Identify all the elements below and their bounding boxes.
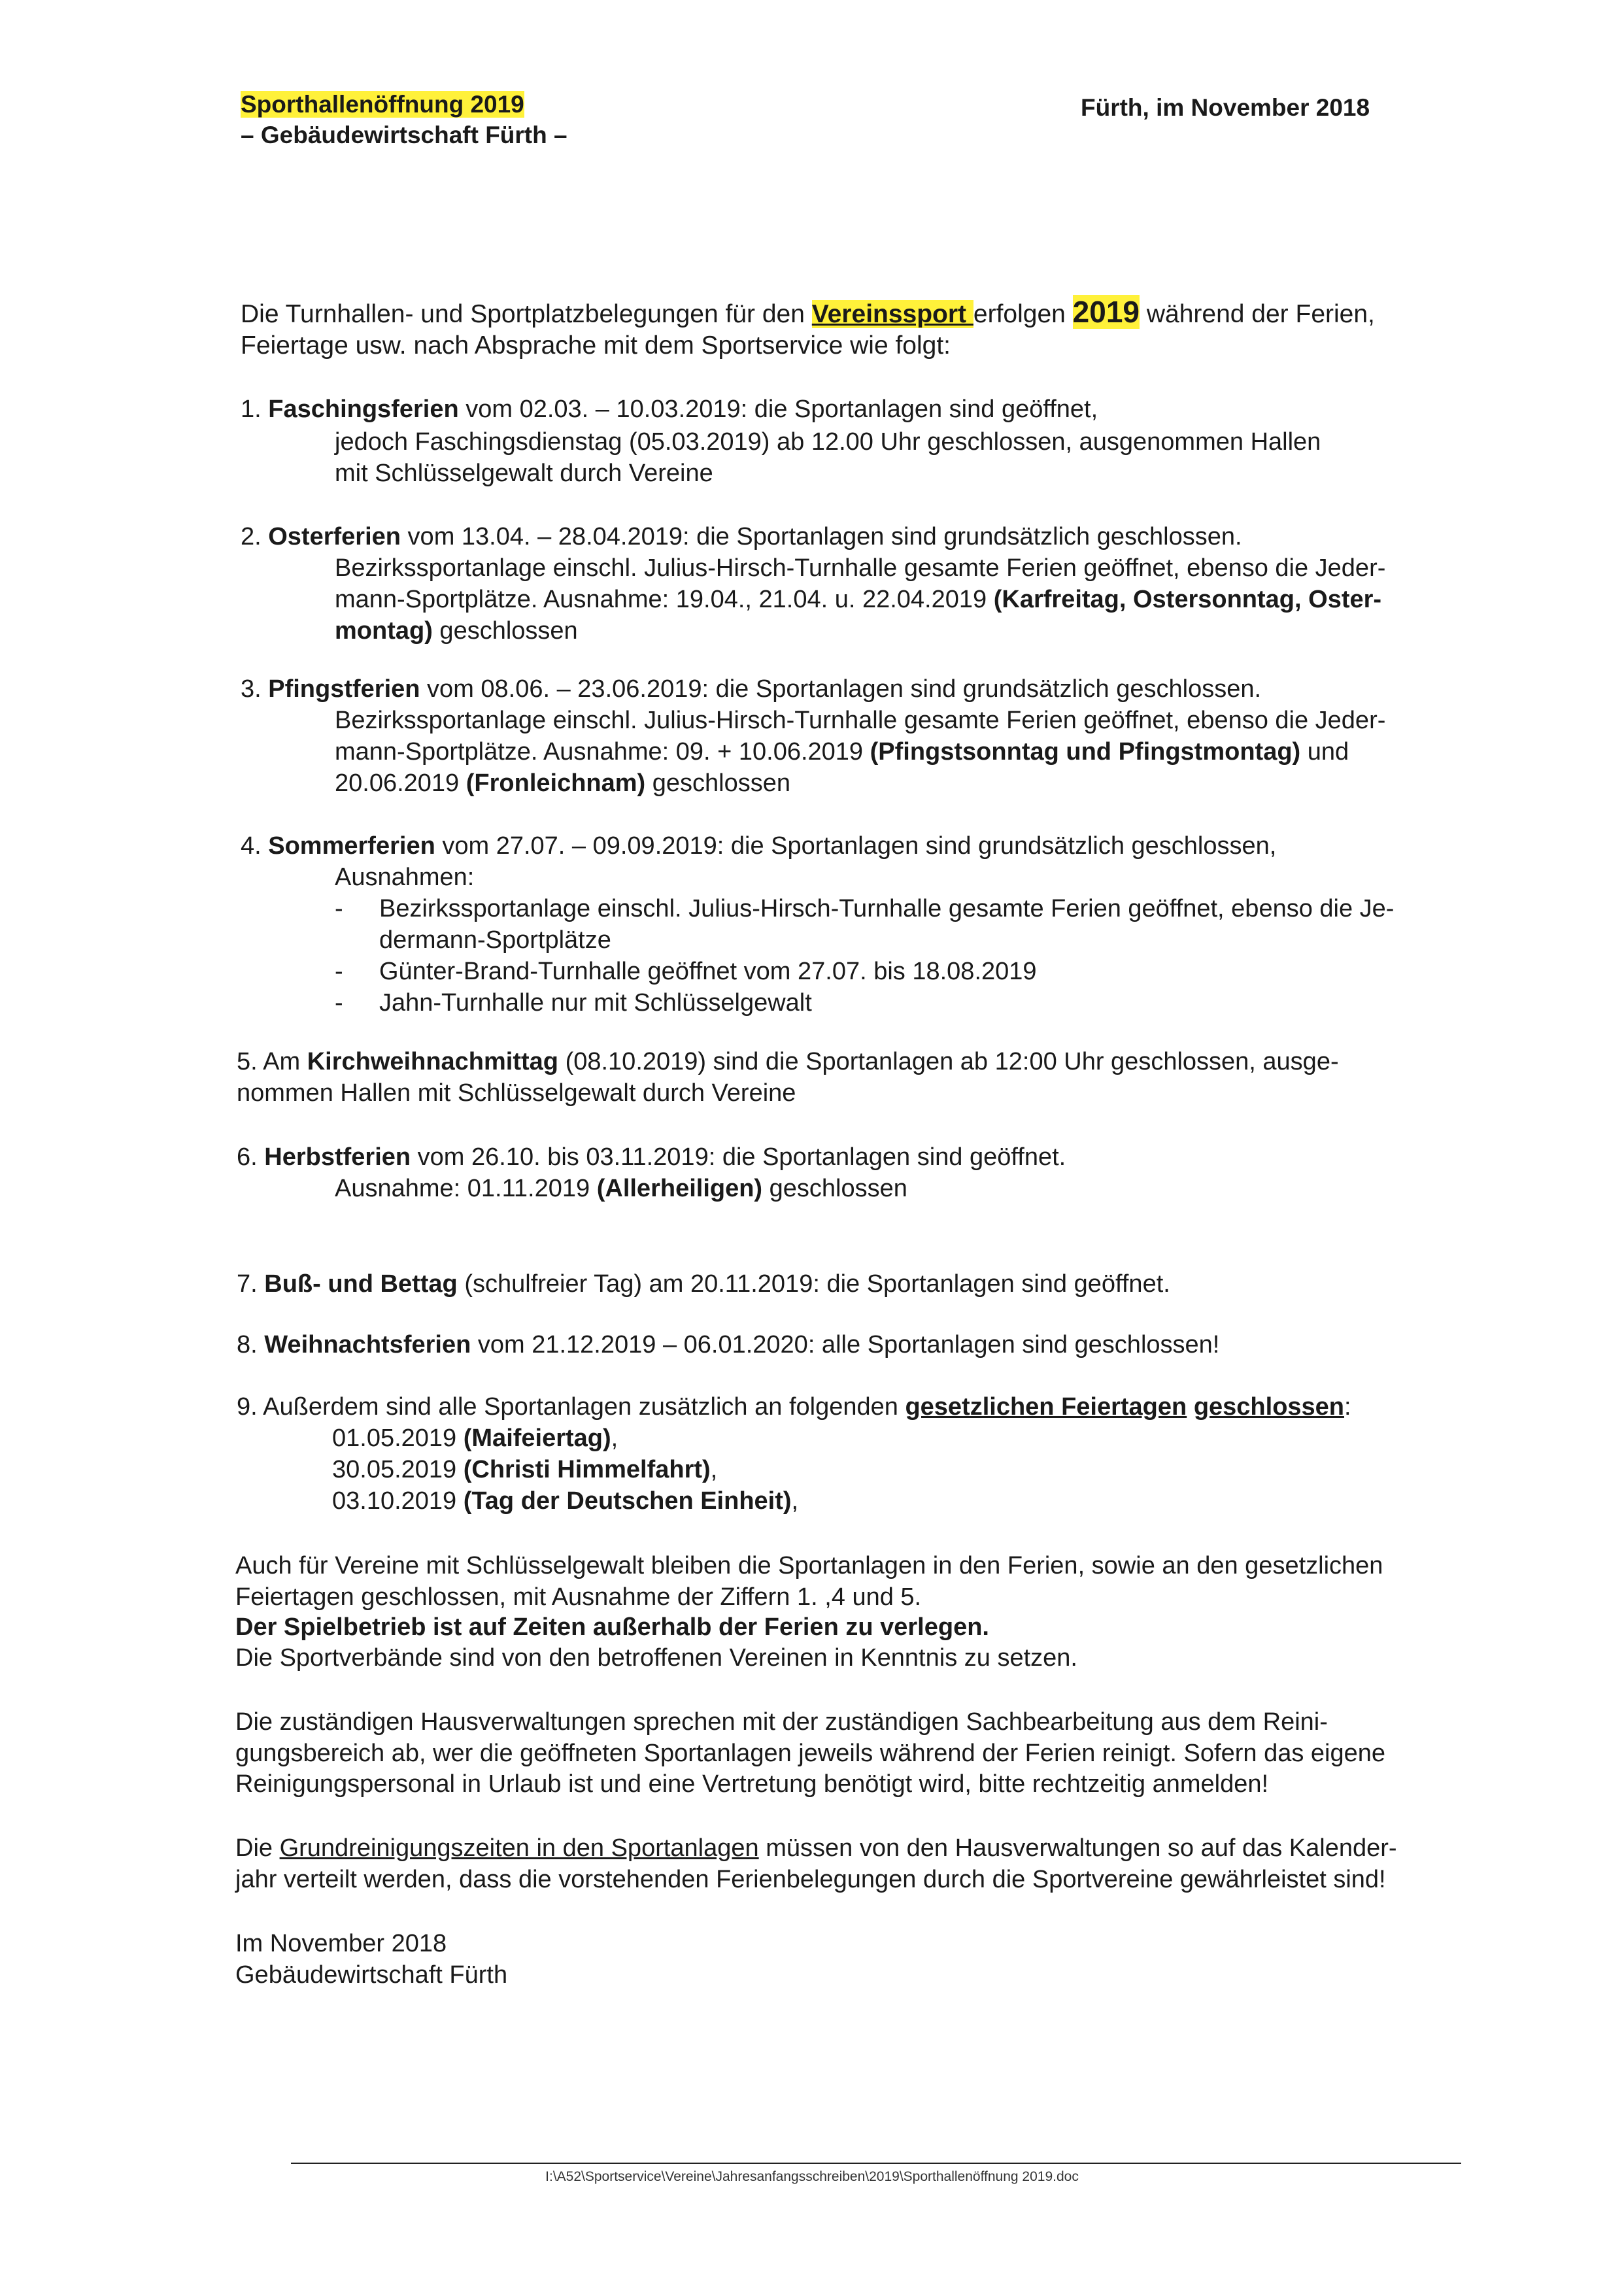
- item-4-line-1: 4. Sommerferien vom 27.07. – 09.09.2019: die Sportanlagen sind grundsätzlich geschlossen,: [241, 832, 1277, 860]
- item-8-line-1: 8. Weihnachtsferien vom 21.12.2019 – 06.01.2020: alle Sportanlagen sind geschlossen!: [237, 1331, 1220, 1358]
- highlight-vereinssport: Vereinssport: [811, 300, 973, 328]
- cleaning-line-3: Reinigungspersonal in Urlaub ist und eine Vertretung benötigt wird, bitte rechtzeitig anmelden!: [235, 1770, 1269, 1798]
- item-5-line-2: nommen Hallen mit Schlüsselgewalt durch Vereine: [237, 1079, 796, 1107]
- footer-divider: [291, 2163, 1461, 2164]
- item-3-line-3: mann-Sportplätze. Ausnahme: 09. + 10.06.2019 (Pfingstsonntag und Pfingstmontag) und: [335, 738, 1349, 766]
- item-6-line-1: 6. Herbstferien vom 26.10. bis 03.11.2019: die Sportanlagen sind geöffnet.: [237, 1143, 1066, 1171]
- holiday-date-1: 01.05.2019 (Maifeiertag),: [332, 1425, 618, 1452]
- bullet-dash: -: [335, 895, 343, 922]
- intro-line-1: Die Turnhallen- und Sportplatzbelegungen für den Vereinssport erfolgen 2019 während der Ferien,: [241, 295, 1375, 329]
- item-2-line-4: montag) geschlossen: [335, 617, 578, 645]
- bullet-dash: -: [335, 958, 343, 985]
- item-1-line-1: 1. Faschingsferien vom 02.03. – 10.03.2019: die Sportanlagen sind geöffnet,: [241, 396, 1098, 423]
- note-line-3-bold: Der Spielbetrieb ist auf Zeiten außerhalb der Ferien zu verlegen.: [235, 1613, 989, 1641]
- highlight-year: 2019: [1072, 295, 1140, 329]
- item-7-line-1: 7. Buß- und Bettag (schulfreier Tag) am 20.11.2019: die Sportanlagen sind geöffnet.: [237, 1270, 1170, 1298]
- closing-date: Im November 2018: [235, 1930, 447, 1957]
- file-path: I:\A52\Sportservice\Vereine\Jahresanfangsschreiben\2019\Sporthallenöffnung 2019.doc: [545, 2169, 1079, 2184]
- bullet-dash: -: [335, 989, 343, 1017]
- item-2-line-2: Bezirkssportanlage einschl. Julius-Hirsch-Turnhalle gesamte Ferien geöffnet, ebenso die Jeder-: [335, 554, 1386, 582]
- item-3-line-1: 3. Pfingstferien vom 08.06. – 23.06.2019: die Sportanlagen sind grundsätzlich geschlossen.: [241, 675, 1262, 703]
- item-5-line-1: 5. Am Kirchweihnachmittag (08.10.2019) sind die Sportanlagen ab 12:00 Uhr geschlossen, ausge-: [237, 1048, 1339, 1075]
- item-2-line-1: 2. Osterferien vom 13.04. – 28.04.2019: die Sportanlagen sind grundsätzlich geschlossen.: [241, 523, 1242, 550]
- note-line-1: Auch für Vereine mit Schlüsselgewalt bleiben die Sportanlagen in den Ferien, sowie an den gesetzlichen: [235, 1552, 1383, 1579]
- cleaning-line-2: gungsbereich ab, wer die geöffneten Sportanlagen jeweils während der Ferien reinigt. Sofern das eigene: [235, 1740, 1386, 1767]
- item-6-line-2: Ausnahme: 01.11.2019 (Allerheiligen) geschlossen: [335, 1175, 907, 1202]
- item-4-bullet-3: Jahn-Turnhalle nur mit Schlüsselgewalt: [379, 989, 812, 1017]
- holiday-date-2: 30.05.2019 (Christi Himmelfahrt),: [332, 1456, 718, 1483]
- item-2-line-3: mann-Sportplätze. Ausnahme: 19.04., 21.04. u. 22.04.2019 (Karfreitag, Ostersonntag, Oster-: [335, 586, 1382, 613]
- intro-line-2: Feiertage usw. nach Absprache mit dem Sportservice wie folgt:: [241, 331, 951, 360]
- item-1-line-3: mit Schlüsselgewalt durch Vereine: [335, 460, 713, 487]
- place-date: Fürth, im November 2018: [1081, 94, 1370, 121]
- item-3-line-2: Bezirkssportanlage einschl. Julius-Hirsch-Turnhalle gesamte Ferien geöffnet, ebenso die Jeder-: [335, 707, 1386, 734]
- item-9-line-1: 9. Außerdem sind alle Sportanlagen zusätzlich an folgenden gesetzlichen Feiertagen geschlossen:: [237, 1393, 1351, 1421]
- item-4-bullet-2: Günter-Brand-Turnhalle geöffnet vom 27.07. bis 18.08.2019: [379, 958, 1037, 985]
- basic-cleaning-line-1: Die Grundreinigungszeiten in den Sportanlagen müssen von den Hausverwaltungen so auf das Kalender-: [235, 1834, 1397, 1862]
- basic-cleaning-line-2: jahr verteilt werden, dass die vorstehenden Ferienbelegungen durch die Sportvereine gewährleistet sind!: [235, 1866, 1386, 1893]
- note-line-2: Feiertagen geschlossen, mit Ausnahme der Ziffern 1. ,4 und 5.: [235, 1583, 922, 1611]
- note-line-4: Die Sportverbände sind von den betroffenen Vereinen in Kenntnis zu setzen.: [235, 1644, 1077, 1672]
- document-subtitle: – Gebäudewirtschaft Fürth –: [241, 122, 567, 148]
- document-title: Sporthallenöffnung 2019: [241, 91, 524, 118]
- holiday-date-3: 03.10.2019 (Tag der Deutschen Einheit),: [332, 1487, 799, 1515]
- item-3-line-4: 20.06.2019 (Fronleichnam) geschlossen: [335, 769, 791, 797]
- item-4-exceptions-label: Ausnahmen:: [335, 864, 475, 891]
- item-4-bullet-1-line-1: Bezirkssportanlage einschl. Julius-Hirsch-Turnhalle gesamte Ferien geöffnet, ebenso die Je-: [379, 895, 1395, 922]
- item-1-line-2: jedoch Faschingsdienstag (05.03.2019) ab 12.00 Uhr geschlossen, ausgenommen Hallen: [335, 428, 1321, 456]
- item-4-bullet-1-line-2: dermann-Sportplätze: [379, 926, 611, 954]
- cleaning-line-1: Die zuständigen Hausverwaltungen sprechen mit der zuständigen Sachbearbeitung aus dem Reini-: [235, 1708, 1328, 1736]
- closing-signature: Gebäudewirtschaft Fürth: [235, 1961, 508, 1989]
